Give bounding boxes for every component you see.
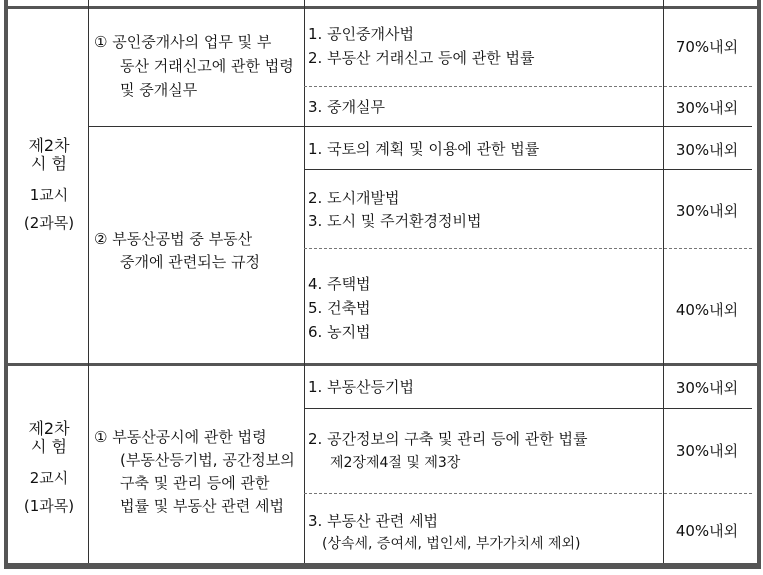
- topic-item: 2. 공간정보의 구축 및 관리 등에 관한 법률: [308, 430, 588, 448]
- topic-item: 제2장제4절 및 제3장: [330, 455, 461, 471]
- col-divider-2: [304, 0, 305, 563]
- subject-line: 및 중개실무: [120, 81, 198, 99]
- section-count: (1과목): [23, 497, 75, 515]
- ratio-value: 70%내외: [675, 38, 739, 56]
- ratio-value: 30%내외: [675, 202, 739, 220]
- topic-item: 3. 도시 및 주거환경정비법: [308, 212, 482, 230]
- topic-item: (상속세, 증여세, 법인세, 부가가치세 제외): [322, 536, 581, 552]
- topic-item: 1. 국토의 계획 및 이용에 관한 법률: [308, 140, 540, 158]
- section-title: 제2차 시 험: [28, 419, 70, 456]
- subject-line: 중개에 관련되는 규정: [120, 253, 260, 271]
- topic-item: 3. 중개실무: [308, 98, 386, 116]
- row-divider: [304, 248, 752, 249]
- row-divider: [304, 86, 752, 87]
- row-divider: [304, 493, 752, 494]
- topic-item: 5. 건축법: [308, 299, 371, 317]
- row-divider: [88, 126, 752, 127]
- col-divider-1: [88, 0, 89, 563]
- topic-item: 6. 농지법: [308, 323, 371, 341]
- topic-item: 3. 부동산 관련 세법: [308, 512, 439, 530]
- col-divider-3: [663, 0, 664, 563]
- top-border: [4, 6, 761, 9]
- row-divider: [304, 169, 752, 170]
- ratio-value: 40%내외: [675, 301, 739, 319]
- subject-line: 법률 및 부동산 관련 세법: [120, 497, 284, 515]
- ratio-value: 30%내외: [675, 379, 739, 397]
- section-divider: [4, 363, 761, 366]
- ratio-value: 30%내외: [675, 141, 739, 159]
- topic-item: 4. 주택법: [308, 275, 371, 293]
- ratio-value: 40%내외: [675, 522, 739, 540]
- topic-item: 1. 부동산등기법: [308, 378, 415, 396]
- subject-line: ① 부동산공시에 관한 법령: [94, 428, 267, 446]
- subject-line: ② 부동산공법 중 부동산: [94, 230, 253, 248]
- section-period: 2교시: [29, 469, 69, 487]
- topic-item: 2. 부동산 거래신고 등에 관한 법률: [308, 49, 535, 67]
- section-title: 제2차 시 험: [28, 136, 70, 173]
- subject-line: ① 공인중개사의 업무 및 부: [94, 33, 272, 51]
- subject-line: 구축 및 관리 등에 관한: [120, 474, 270, 492]
- row-divider: [304, 408, 752, 409]
- ratio-value: 30%내외: [675, 442, 739, 460]
- topic-item: 1. 공인중개사법: [308, 25, 415, 43]
- subject-line: 동산 거래신고에 관한 법령: [120, 57, 294, 75]
- topic-item: 2. 도시개발법: [308, 189, 400, 207]
- section-period: 1교시: [29, 186, 69, 204]
- bottom-border: [4, 566, 761, 569]
- ratio-value: 30%내외: [675, 99, 739, 117]
- subject-line: (부동산등기법, 공간정보의: [120, 451, 295, 469]
- section-count: (2과목): [23, 214, 75, 232]
